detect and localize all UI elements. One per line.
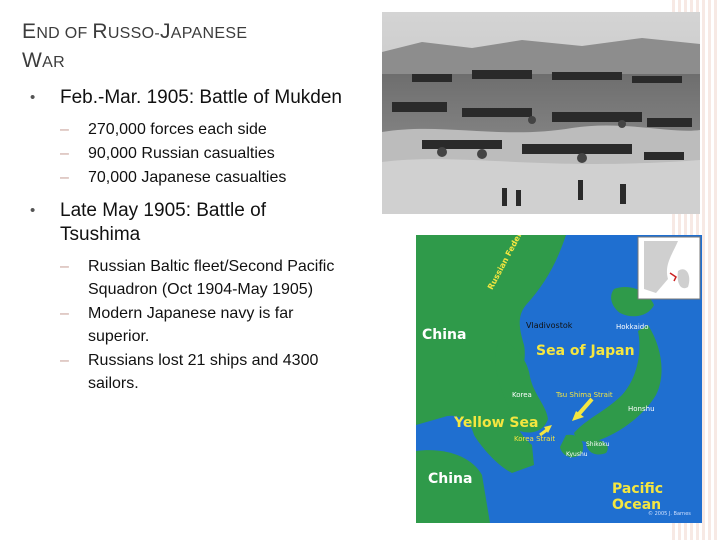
sub-bullet: – Modern Japanese navy is far superior.	[56, 302, 348, 348]
bullet-list	[28, 86, 348, 396]
title-text: USSO-	[107, 25, 160, 42]
map-label-kyushu: Kyushu	[566, 451, 588, 458]
sub-bullet: – 70,000 Japanese casualties	[56, 166, 348, 189]
battle-photo	[382, 12, 700, 214]
sub-bullet: – 90,000 Russian casualties	[56, 142, 348, 165]
title-text: ND OF	[36, 25, 93, 42]
sub-bullet: – 270,000 forces each side	[56, 118, 348, 141]
map-label-yellow-sea: Yellow Sea	[454, 415, 539, 431]
map-label-shikoku: Shikoku	[586, 441, 610, 448]
map-label-china-bottom: China	[428, 471, 473, 487]
map-label-honshu: Honshu	[628, 405, 655, 413]
map-label-korea-strait: Korea Strait	[514, 435, 556, 443]
title-text: AR	[42, 54, 65, 71]
map-label-tsushima-strait: Tsu Shima Strait	[556, 391, 613, 399]
title-text: APANESE	[170, 25, 248, 42]
sub-list-tsushima	[56, 255, 348, 395]
title-cap: W	[22, 49, 43, 72]
map-label-sea-of-japan: Sea of Japan	[536, 343, 635, 359]
sub-bullet: – Russian Baltic fleet/Second Pacific Squadron (Oct 1904-May 1905)	[56, 255, 348, 301]
map-label-vladivostok: Vladivostok	[526, 321, 573, 330]
bullet-mukden: • Feb.-Mar. 1905: Battle of Mukden	[28, 86, 348, 110]
battle-photo-icon	[382, 12, 700, 214]
map-copyright: © 2005 J. Barnes	[648, 511, 691, 517]
slide-title	[22, 18, 342, 76]
sub-bullet: – Russians lost 21 ships and 4300 sailors.	[56, 349, 348, 395]
bullet-tsushima: • Late May 1905: Battle of Tsushima	[28, 199, 348, 247]
map-label-hokkaido: Hokkaido	[616, 323, 649, 331]
title-cap: E	[22, 20, 37, 43]
map-label-korea: Korea	[512, 391, 532, 399]
sub-list-mukden	[56, 118, 348, 189]
map-label-china-top: China	[422, 327, 467, 343]
map-label-pacific-ocean: Pacific Ocean	[612, 481, 664, 513]
tsushima-map	[416, 235, 702, 523]
title-cap: J	[159, 20, 171, 43]
title-cap: R	[92, 20, 108, 43]
